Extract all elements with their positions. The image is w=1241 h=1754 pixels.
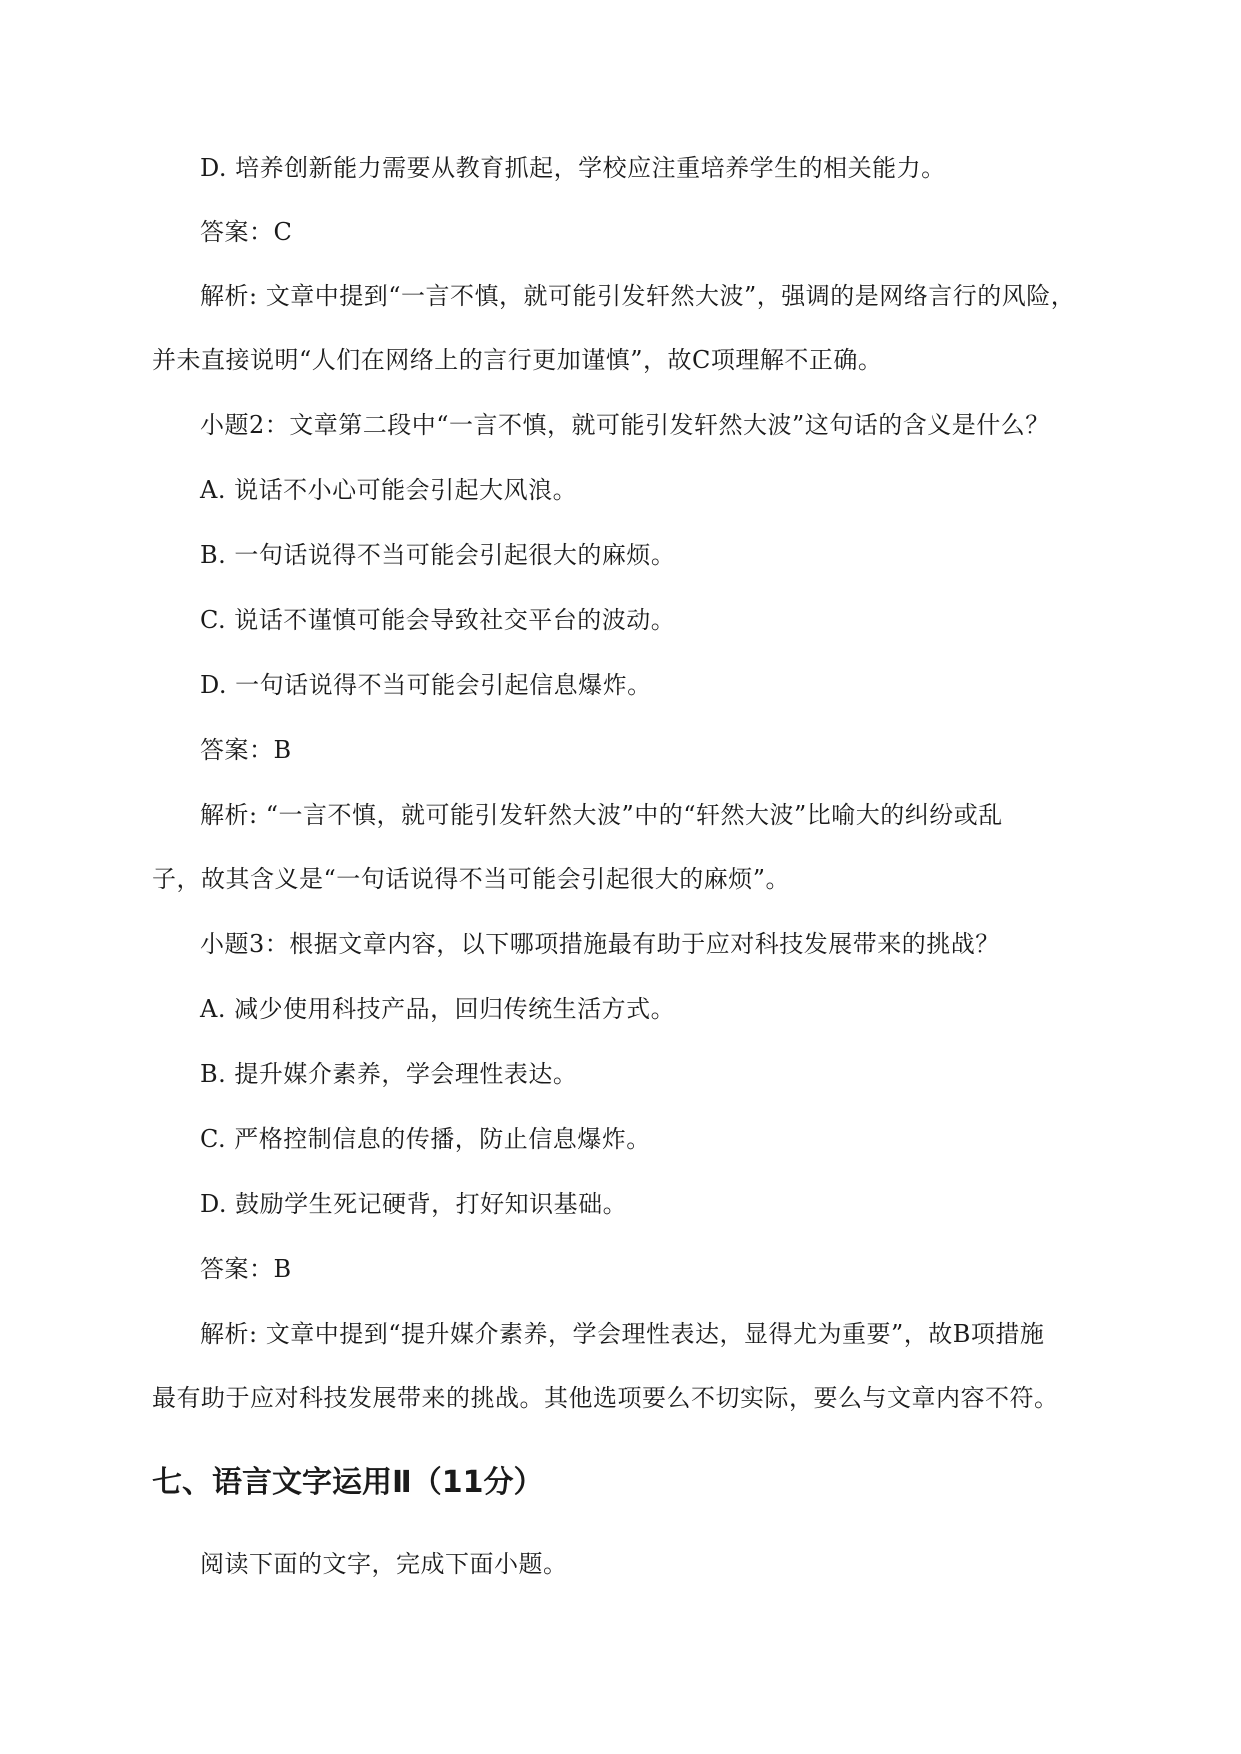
q3-option-b: B. 提升媒介素养，学会理性表达。 [200, 1060, 578, 1088]
q3-answer: 答案：B [200, 1255, 292, 1283]
q3-question: 小题3：根据文章内容，以下哪项措施最有助于应对科技发展带来的挑战？ [200, 930, 1000, 958]
q3-option-d: D. 鼓励学生死记硬背，打好知识基础。 [200, 1190, 628, 1218]
section-7-instruction: 阅读下面的文字，完成下面小题。 [200, 1550, 568, 1578]
q2-analysis-line2: 子，故其含义是“一句话说得不当可能会引起很大的麻烦”。 [152, 865, 791, 893]
q1-answer: 答案：C [200, 218, 293, 246]
q3-option-a: A. 减少使用科技产品，回归传统生活方式。 [200, 995, 676, 1023]
q1-analysis-line2: 并未直接说明“人们在网络上的言行更加谨慎”，故C项理解不正确。 [152, 346, 883, 374]
q2-analysis-line1: 解析: “一言不慎，就可能引发轩然大波”中的“轩然大波”比喻大的纠纷或乱 [200, 801, 1003, 829]
q2-option-c: C. 说话不谨慎可能会导致社交平台的波动。 [200, 606, 676, 634]
q3-option-c: C. 严格控制信息的传播，防止信息爆炸。 [200, 1125, 651, 1153]
q1-option-d: D. 培养创新能力需要从教育抓起，学校应注重培养学生的相关能力。 [200, 154, 946, 182]
q2-option-a: A. 说话不小心可能会引起大风浪。 [200, 476, 578, 504]
q2-option-b: B. 一句话说得不当可能会引起很大的麻烦。 [200, 541, 676, 569]
q3-analysis-line2: 最有助于应对科技发展带来的挑战。其他选项要么不切实际，要么与文章内容不符。 [152, 1384, 1059, 1412]
q2-answer: 答案：B [200, 736, 292, 764]
q2-option-d: D. 一句话说得不当可能会引起信息爆炸。 [200, 671, 652, 699]
q2-question: 小题2：文章第二段中“一言不慎，就可能引发轩然大波”这句话的含义是什么？ [200, 411, 1050, 439]
q3-analysis-line1: 解析: 文章中提到“提升媒介素养，学会理性表达，显得尤为重要”，故B项措施 [200, 1320, 1045, 1348]
section-7-heading: 七、语言文字运用Ⅱ（11分） [152, 1465, 544, 1500]
q1-analysis-line1: 解析: 文章中提到“一言不慎，就可能引发轩然大波”，强调的是网络言行的风险， [200, 282, 1076, 310]
